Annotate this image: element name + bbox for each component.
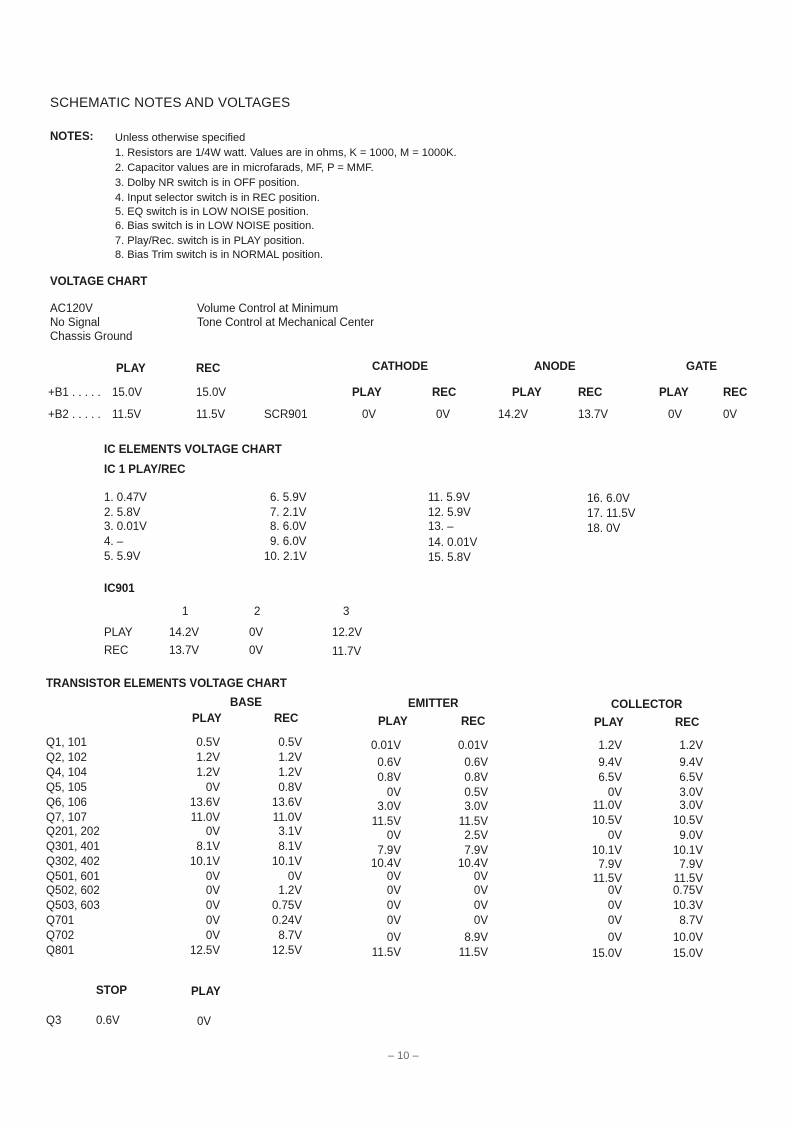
collector-play-value: 0V bbox=[607, 787, 622, 799]
emitter-rec-value: 7.9V bbox=[464, 845, 488, 857]
header-rec: REC bbox=[196, 363, 221, 375]
base-play-value: 11.0V bbox=[190, 812, 220, 824]
emitter-play-value: 0.01V bbox=[370, 740, 401, 752]
note-item: 1. Resistors are 1/4W watt. Values are in ohms, K = 1000, M = 1000K. bbox=[115, 147, 457, 159]
ic1-pin: 5. 5.9V bbox=[104, 551, 141, 563]
transistor-name: Q201, 202 bbox=[46, 826, 100, 838]
emitter-play-value: 0V bbox=[386, 871, 401, 883]
condition-chassis: Chassis Ground bbox=[50, 331, 133, 343]
note-item: 7. Play/Rec. switch is in PLAY position. bbox=[115, 235, 305, 247]
voltage-chart-title: VOLTAGE CHART bbox=[50, 276, 148, 288]
header-anode: ANODE bbox=[534, 361, 576, 373]
base-play-value: 8.1V bbox=[196, 841, 220, 853]
base-rec-value: 12.5V bbox=[271, 945, 302, 957]
ic901-value: 12.2V bbox=[332, 627, 363, 639]
emitter-rec-value: 3.0V bbox=[464, 801, 488, 813]
collector-rec-value: 10.1V bbox=[672, 845, 703, 857]
header-collector: COLLECTOR bbox=[611, 699, 683, 711]
ic1-pin: 17. 11.5V bbox=[587, 508, 636, 520]
transistor-name: Q502, 602 bbox=[46, 885, 100, 897]
collector-rec-value: 3.0V bbox=[679, 800, 703, 812]
scr-cathode-rec: 0V bbox=[436, 409, 451, 421]
header-play: PLAY bbox=[116, 363, 146, 375]
header-anode-rec: REC bbox=[578, 387, 603, 399]
ic1-pin: 10. 2.1V bbox=[264, 551, 307, 563]
base-play-value: 1.2V bbox=[196, 767, 220, 779]
ic1-pin: 13. – bbox=[428, 521, 454, 533]
transistor-chart-title: TRANSISTOR ELEMENTS VOLTAGE CHART bbox=[46, 678, 287, 690]
ic1-pin: 1. 0.47V bbox=[104, 492, 147, 504]
transistor-name: Q2, 102 bbox=[46, 752, 87, 764]
ic1-title: IC 1 PLAY/REC bbox=[104, 464, 186, 476]
base-rec-value: 1.2V bbox=[278, 885, 302, 897]
collector-rec-value: 11.5V bbox=[673, 873, 703, 885]
note-item: 3. Dolby NR switch is in OFF position. bbox=[115, 177, 300, 189]
b2-label: +B2 . . . . . bbox=[48, 409, 101, 421]
emitter-rec-value: 0.8V bbox=[464, 772, 488, 784]
collector-rec-value: 6.5V bbox=[679, 772, 703, 784]
ic1-pin: 8. 6.0V bbox=[270, 521, 307, 533]
base-rec-value: 0V bbox=[287, 871, 302, 883]
q3-label: Q3 bbox=[46, 1015, 62, 1027]
transistor-name: Q5, 105 bbox=[46, 782, 87, 794]
base-play-value: 12.5V bbox=[189, 945, 220, 957]
emitter-rec-value: 0.6V bbox=[464, 757, 488, 769]
collector-rec-value: 3.0V bbox=[679, 787, 703, 799]
base-rec-value: 8.1V bbox=[278, 841, 302, 853]
emitter-rec-value: 10.4V bbox=[457, 858, 488, 870]
q3-play: 0V bbox=[197, 1016, 212, 1028]
b2-play: 11.5V bbox=[112, 409, 142, 421]
b2-rec: 11.5V bbox=[196, 409, 226, 421]
collector-play-value: 0V bbox=[607, 900, 622, 912]
emitter-rec-value: 0V bbox=[473, 885, 488, 897]
ic1-pin: 9. 6.0V bbox=[270, 536, 307, 548]
ic901-value: 0V bbox=[249, 627, 264, 639]
base-rec-value: 0.8V bbox=[278, 782, 302, 794]
base-play-value: 0V bbox=[205, 782, 220, 794]
header-anode-play: PLAY bbox=[512, 387, 542, 399]
ic901-value: 11.7V bbox=[332, 646, 362, 658]
scr-anode-rec: 13.7V bbox=[578, 409, 609, 421]
note-item: 8. Bias Trim switch is in NORMAL position. bbox=[115, 249, 324, 261]
page-number: – 10 – bbox=[388, 1050, 419, 1062]
base-play-value: 10.1V bbox=[189, 856, 220, 868]
ic901-pin-header: 1 bbox=[182, 606, 189, 618]
ic-chart-title: IC ELEMENTS VOLTAGE CHART bbox=[104, 444, 282, 456]
note-item: 5. EQ switch is in LOW NOISE position. bbox=[115, 206, 309, 218]
header-collector-rec: REC bbox=[675, 717, 700, 729]
scr-gate-play: 0V bbox=[668, 409, 683, 421]
emitter-rec-value: 8.9V bbox=[464, 932, 488, 944]
ic901-value: 0V bbox=[249, 645, 264, 657]
emitter-play-value: 11.5V bbox=[371, 816, 401, 828]
header-gate: GATE bbox=[686, 361, 718, 373]
emitter-rec-value: 0V bbox=[473, 915, 488, 927]
notes-label: NOTES: bbox=[50, 131, 94, 143]
collector-play-value: 10.1V bbox=[591, 845, 622, 857]
base-play-value: 0.5V bbox=[196, 737, 220, 749]
emitter-rec-value: 0.01V bbox=[457, 740, 488, 752]
base-rec-value: 11.0V bbox=[272, 812, 302, 824]
ic1-pin: 2. 5.8V bbox=[104, 507, 141, 519]
collector-rec-value: 15.0V bbox=[672, 948, 703, 960]
header-cathode: CATHODE bbox=[372, 361, 429, 373]
scr-gate-rec: 0V bbox=[723, 409, 738, 421]
transistor-name: Q302, 402 bbox=[46, 856, 100, 868]
emitter-play-value: 0V bbox=[386, 830, 401, 842]
ic901-row-label: PLAY bbox=[104, 627, 133, 639]
header-base: BASE bbox=[230, 697, 262, 709]
ic1-pin: 6. 5.9V bbox=[270, 492, 307, 504]
emitter-play-value: 0V bbox=[386, 900, 401, 912]
note-item: 2. Capacitor values are in microfarads, MF, P = MMF. bbox=[115, 162, 374, 174]
base-rec-value: 10.1V bbox=[271, 856, 302, 868]
base-rec-value: 0.75V bbox=[271, 900, 302, 912]
base-play-value: 0V bbox=[205, 826, 220, 838]
emitter-play-value: 0V bbox=[386, 932, 401, 944]
ic901-value: 14.2V bbox=[169, 627, 200, 639]
base-play-value: 13.6V bbox=[189, 797, 220, 809]
base-play-value: 0V bbox=[205, 871, 220, 883]
ic1-pin: 14. 0.01V bbox=[428, 537, 478, 549]
base-rec-value: 1.2V bbox=[278, 752, 302, 764]
emitter-play-value: 0.8V bbox=[377, 772, 401, 784]
base-rec-value: 8.7V bbox=[278, 930, 302, 942]
emitter-play-value: 11.5V bbox=[371, 947, 401, 959]
b1-play: 15.0V bbox=[112, 387, 143, 399]
collector-rec-value: 7.9V bbox=[679, 859, 703, 871]
b1-label: +B1 . . . . . bbox=[48, 387, 101, 399]
base-rec-value: 3.1V bbox=[278, 826, 302, 838]
header-emitter-play: PLAY bbox=[378, 716, 408, 728]
ic1-pin: 4. – bbox=[104, 536, 124, 548]
ic901-pin-header: 2 bbox=[254, 606, 261, 618]
collector-play-value: 0V bbox=[607, 830, 622, 842]
header-gate-play: PLAY bbox=[659, 387, 689, 399]
emitter-rec-value: 2.5V bbox=[464, 830, 488, 842]
header-emitter-rec: REC bbox=[461, 716, 486, 728]
note-item: 6. Bias switch is in LOW NOISE position. bbox=[115, 220, 315, 232]
ic901-value: 13.7V bbox=[169, 645, 200, 657]
ic901-title: IC901 bbox=[104, 583, 135, 595]
base-rec-value: 0.24V bbox=[271, 915, 302, 927]
emitter-play-value: 0V bbox=[386, 787, 401, 799]
transistor-name: Q801 bbox=[46, 945, 75, 957]
transistor-name: Q301, 401 bbox=[46, 841, 100, 853]
ic1-pin: 18. 0V bbox=[587, 523, 621, 535]
ic901-row-label: REC bbox=[104, 645, 129, 657]
condition-volume: Volume Control at Minimum bbox=[197, 303, 339, 315]
emitter-rec-value: 0.5V bbox=[464, 787, 488, 799]
collector-rec-value: 9.4V bbox=[679, 757, 703, 769]
collector-play-value: 1.2V bbox=[598, 740, 622, 752]
ic1-pin: 11. 5.9V bbox=[428, 492, 470, 504]
emitter-rec-value: 11.5V bbox=[458, 816, 488, 828]
collector-play-value: 0V bbox=[607, 932, 622, 944]
collector-play-value: 11.5V bbox=[592, 873, 622, 885]
condition-tone: Tone Control at Mechanical Center bbox=[197, 317, 375, 329]
collector-rec-value: 10.5V bbox=[672, 815, 703, 827]
base-play-value: 0V bbox=[205, 915, 220, 927]
collector-play-value: 0V bbox=[607, 885, 622, 897]
collector-play-value: 15.0V bbox=[591, 948, 622, 960]
collector-rec-value: 8.7V bbox=[679, 915, 703, 927]
header-emitter: EMITTER bbox=[408, 698, 459, 710]
page-title: SCHEMATIC NOTES AND VOLTAGES bbox=[50, 95, 291, 110]
collector-rec-value: 1.2V bbox=[679, 740, 703, 752]
header-cathode-rec: REC bbox=[432, 387, 457, 399]
scr-label: SCR901 bbox=[264, 409, 308, 421]
scr-cathode-play: 0V bbox=[362, 409, 377, 421]
emitter-play-value: 0V bbox=[386, 915, 401, 927]
notes-intro: Unless otherwise specified bbox=[115, 132, 246, 144]
emitter-rec-value: 0V bbox=[473, 900, 488, 912]
collector-rec-value: 9.0V bbox=[679, 830, 703, 842]
emitter-play-value: 0V bbox=[386, 885, 401, 897]
transistor-name: Q6, 106 bbox=[46, 797, 87, 809]
transistor-name: Q1, 101 bbox=[46, 737, 87, 749]
emitter-play-value: 10.4V bbox=[370, 858, 401, 870]
base-play-value: 1.2V bbox=[196, 752, 220, 764]
emitter-rec-value: 0V bbox=[473, 871, 488, 883]
collector-play-value: 7.9V bbox=[598, 859, 622, 871]
condition-ac: AC120V bbox=[50, 303, 93, 315]
ic1-pin: 16. 6.0V bbox=[587, 493, 630, 505]
transistor-name: Q503, 603 bbox=[46, 900, 100, 912]
header-collector-play: PLAY bbox=[594, 717, 624, 729]
transistor-name: Q4, 104 bbox=[46, 767, 87, 779]
emitter-play-value: 7.9V bbox=[377, 845, 401, 857]
q3-header-play: PLAY bbox=[191, 986, 221, 998]
collector-play-value: 6.5V bbox=[598, 772, 622, 784]
collector-rec-value: 10.0V bbox=[672, 932, 703, 944]
collector-play-value: 11.0V bbox=[592, 800, 622, 812]
base-play-value: 0V bbox=[205, 900, 220, 912]
collector-rec-value: 0.75V bbox=[672, 885, 703, 897]
base-rec-value: 1.2V bbox=[278, 767, 302, 779]
header-gate-rec: REC bbox=[723, 387, 748, 399]
transistor-name: Q7, 107 bbox=[46, 812, 87, 824]
emitter-rec-value: 11.5V bbox=[458, 947, 488, 959]
ic1-pin: 12. 5.9V bbox=[428, 507, 471, 519]
header-base-play: PLAY bbox=[192, 713, 222, 725]
scr-anode-play: 14.2V bbox=[498, 409, 529, 421]
emitter-play-value: 0.6V bbox=[377, 757, 401, 769]
base-play-value: 0V bbox=[205, 930, 220, 942]
collector-play-value: 0V bbox=[607, 915, 622, 927]
header-base-rec: REC bbox=[274, 713, 299, 725]
base-rec-value: 13.6V bbox=[271, 797, 302, 809]
transistor-name: Q702 bbox=[46, 930, 75, 942]
b1-rec: 15.0V bbox=[196, 387, 227, 399]
transistor-name: Q501, 601 bbox=[46, 871, 100, 883]
ic1-pin: 3. 0.01V bbox=[104, 521, 147, 533]
ic1-pin: 7. 2.1V bbox=[270, 507, 307, 519]
base-rec-value: 0.5V bbox=[278, 737, 302, 749]
collector-play-value: 10.5V bbox=[591, 815, 622, 827]
collector-rec-value: 10.3V bbox=[672, 900, 703, 912]
ic1-pin: 15. 5.8V bbox=[428, 552, 471, 564]
ic901-pin-header: 3 bbox=[343, 606, 350, 618]
note-item: 4. Input selector switch is in REC position. bbox=[115, 192, 320, 204]
transistor-name: Q701 bbox=[46, 915, 75, 927]
collector-play-value: 9.4V bbox=[598, 757, 622, 769]
q3-stop: 0.6V bbox=[96, 1015, 120, 1027]
q3-header-stop: STOP bbox=[96, 985, 128, 997]
base-play-value: 0V bbox=[205, 885, 220, 897]
condition-no-signal: No Signal bbox=[50, 317, 100, 329]
emitter-play-value: 3.0V bbox=[377, 801, 401, 813]
header-cathode-play: PLAY bbox=[352, 387, 382, 399]
